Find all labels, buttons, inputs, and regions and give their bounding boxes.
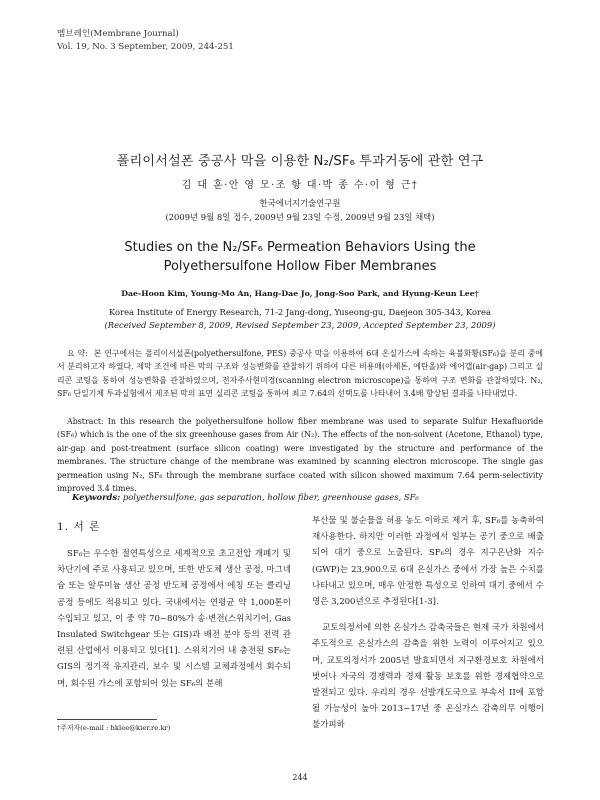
authors-english: Dae-Hoon Kim, Young-Mo An, Hang-Dae Jo, Jong-Soo Park, and Hyung-Keun Lee† (121, 289, 479, 298)
section-introduction-title: 1. 서 론 (57, 521, 101, 533)
dates-korean: (2009년 9월 8일 접수, 2009년 9월 23일 수정, 2009년 9월 23일 채택) (165, 212, 435, 222)
title-korean: 폴리이서설폰 중공사 막을 이용한 N₂/SF₆ 투과거동에 관한 연구 (116, 154, 484, 169)
body-column-left (57, 546, 291, 692)
intro-paragraph-1: SF₆는 우수한 절연특성으로 세계적으로 초고전압 개폐기 및 차단기에 주로 사용되고 있으며, 또한 반도체 생산 공정, 마그네슘 또는 알루미늄 생산 공정 반도체 공정에서 에칭 또는 클리닝 공정 등에도 적용되고 있다. 국내에서는 연평균 약 1,000톤이 수입되고 있고, 이 중 약 70~80%가 송·변전(스위치기어, Gas Insulated Switchgear 또는 GIS)과 배전 분야 등의 전력 관련된 산업에서 이용되고 있다[1]. 스위치기어 내 충전된 SF₆는 GIS의 정기적 유지관리, 보수 및 시스템 교체과정에서 회수되며, 회수된 가스에 포함되어 있는 SF₆의 분해 (57, 549, 291, 689)
institution-english: Korea Institute of Energy Research, 71-2 Jang-dong, Yuseong-gu, Daejeon 305-343, Korea (109, 307, 491, 317)
footnote-corresponding-author: †주저자(e-mail : hklee@kier.re.kr) (57, 724, 171, 732)
abstract-korean (57, 347, 543, 401)
authors-korean: 김 대 훈·안 영 모·조 항 대·박 종 수·이 형 근† (181, 180, 419, 191)
abstract-english (57, 415, 543, 495)
abstract-english-label: Abstract: (67, 417, 104, 426)
journal-header (57, 28, 234, 54)
body-column-right (312, 513, 544, 734)
journal-name: 멤브레인(Membrane Journal) (57, 29, 179, 39)
keywords-text: polyethersulfone, gas separation, hollow fiber, greenhouse gases, SF₆ (122, 492, 419, 502)
institution-korean: 한국에너지기술연구원 (259, 198, 341, 208)
intro-paragraph-1-continued: 부산물 및 불순물을 허용 농도 이하로 제거 후, SF₆를 농축하여 재사용한다. 하지만 이러한 과정에서 일부는 공기 중으로 배출되어 대기 중으로 노출된다. SF₆의 경우 지구온난화 지수(GWP)는 23,900으로 6대 온실가스 중에서 가장 높은 수치를 나타내고 있으며, 매우 안정한 특성으로 인하여 대기 중에서 수명은 3,200년으로 추정된다[1-3]. (312, 516, 544, 608)
page-number: 244 (292, 773, 308, 782)
dates-english: (Received September 8, 2009, Revised September 23, 2009, Accepted September 23, 2009) (104, 320, 496, 330)
journal-issue: Vol. 19, No. 3 September, 2009, 244-251 (57, 42, 234, 52)
abstract-korean-label: 요 약: (67, 349, 88, 358)
intro-paragraph-2: 교토의정서에 의한 온실가스 감축국들은 현재 국가 차원에서 주도적으로 온실가스의 감축을 위한 노력이 이루어지고 있으며, 교토의정서가 2005년 발효되면서 지구환경보호 차원에서 벗어나 자국의 경쟁력과 경제 활동 보호를 위한 경제협약으로 발전되고 있다. 우리의 경우 선발개도국으로 부속서 II에 포함될 가능성이 높아 2013~17년 중 온실가스 감축의무 이행이 불가피하 (312, 623, 544, 731)
abstract-english-text: In this research the polyethersulfone hollow fiber membrane was used to separate Sulfur Hexafluoride (SF₆) which is the one of the six greenhouse gases from Air (N₂). The effects of the non-solvent (Acetone, Ethanol) type, air-gap and post-treatment (surface silicon coating) were investigated by the structure and performance of the membranes. The structure change of the membrane was examined by scanning electron microscope. The single gas permeation using N₂, SF₆ through the membrane surface coated with silicon showed maximum 7.64 perm-selectivity improved 3.4 times. (57, 417, 543, 494)
footnote-divider (57, 719, 157, 720)
keywords (72, 492, 419, 502)
abstract-korean-text: 본 연구에서는 폴리이서설폰(polyethersulfone, PES) 중공사 막을 이용하여 6대 온실가스에 속하는 육불화황(SF₆)을 분리 중에서 분리하고자 하였다. 제막 조건에 따른 막의 구조와 성능변화를 관찰하기 위하여 다른 비용매(아세톤, 에탄올)와 에어갭(air-gap) 그리고 실리콘 코팅을 통하여 성능변화를 관찰하였으며, 전자주사현미경(scanning electron microscope)을 통하여 구조 변화를 관찰하였다. N₂, SF₆ 단일기체 투과실험에서 제조된 막의 표면 실리콘 코팅을 통하여 최고 7.64의 선택도를 나타내어 3.4배 향상된 결과를 나타내었다. (57, 349, 543, 399)
title-english: Studies on the N₂/SF₆ Permeation Behaviors Using the Polyethersulfone Hollow Fiber Membranes (124, 240, 476, 274)
keywords-label: Keywords: (72, 492, 121, 502)
